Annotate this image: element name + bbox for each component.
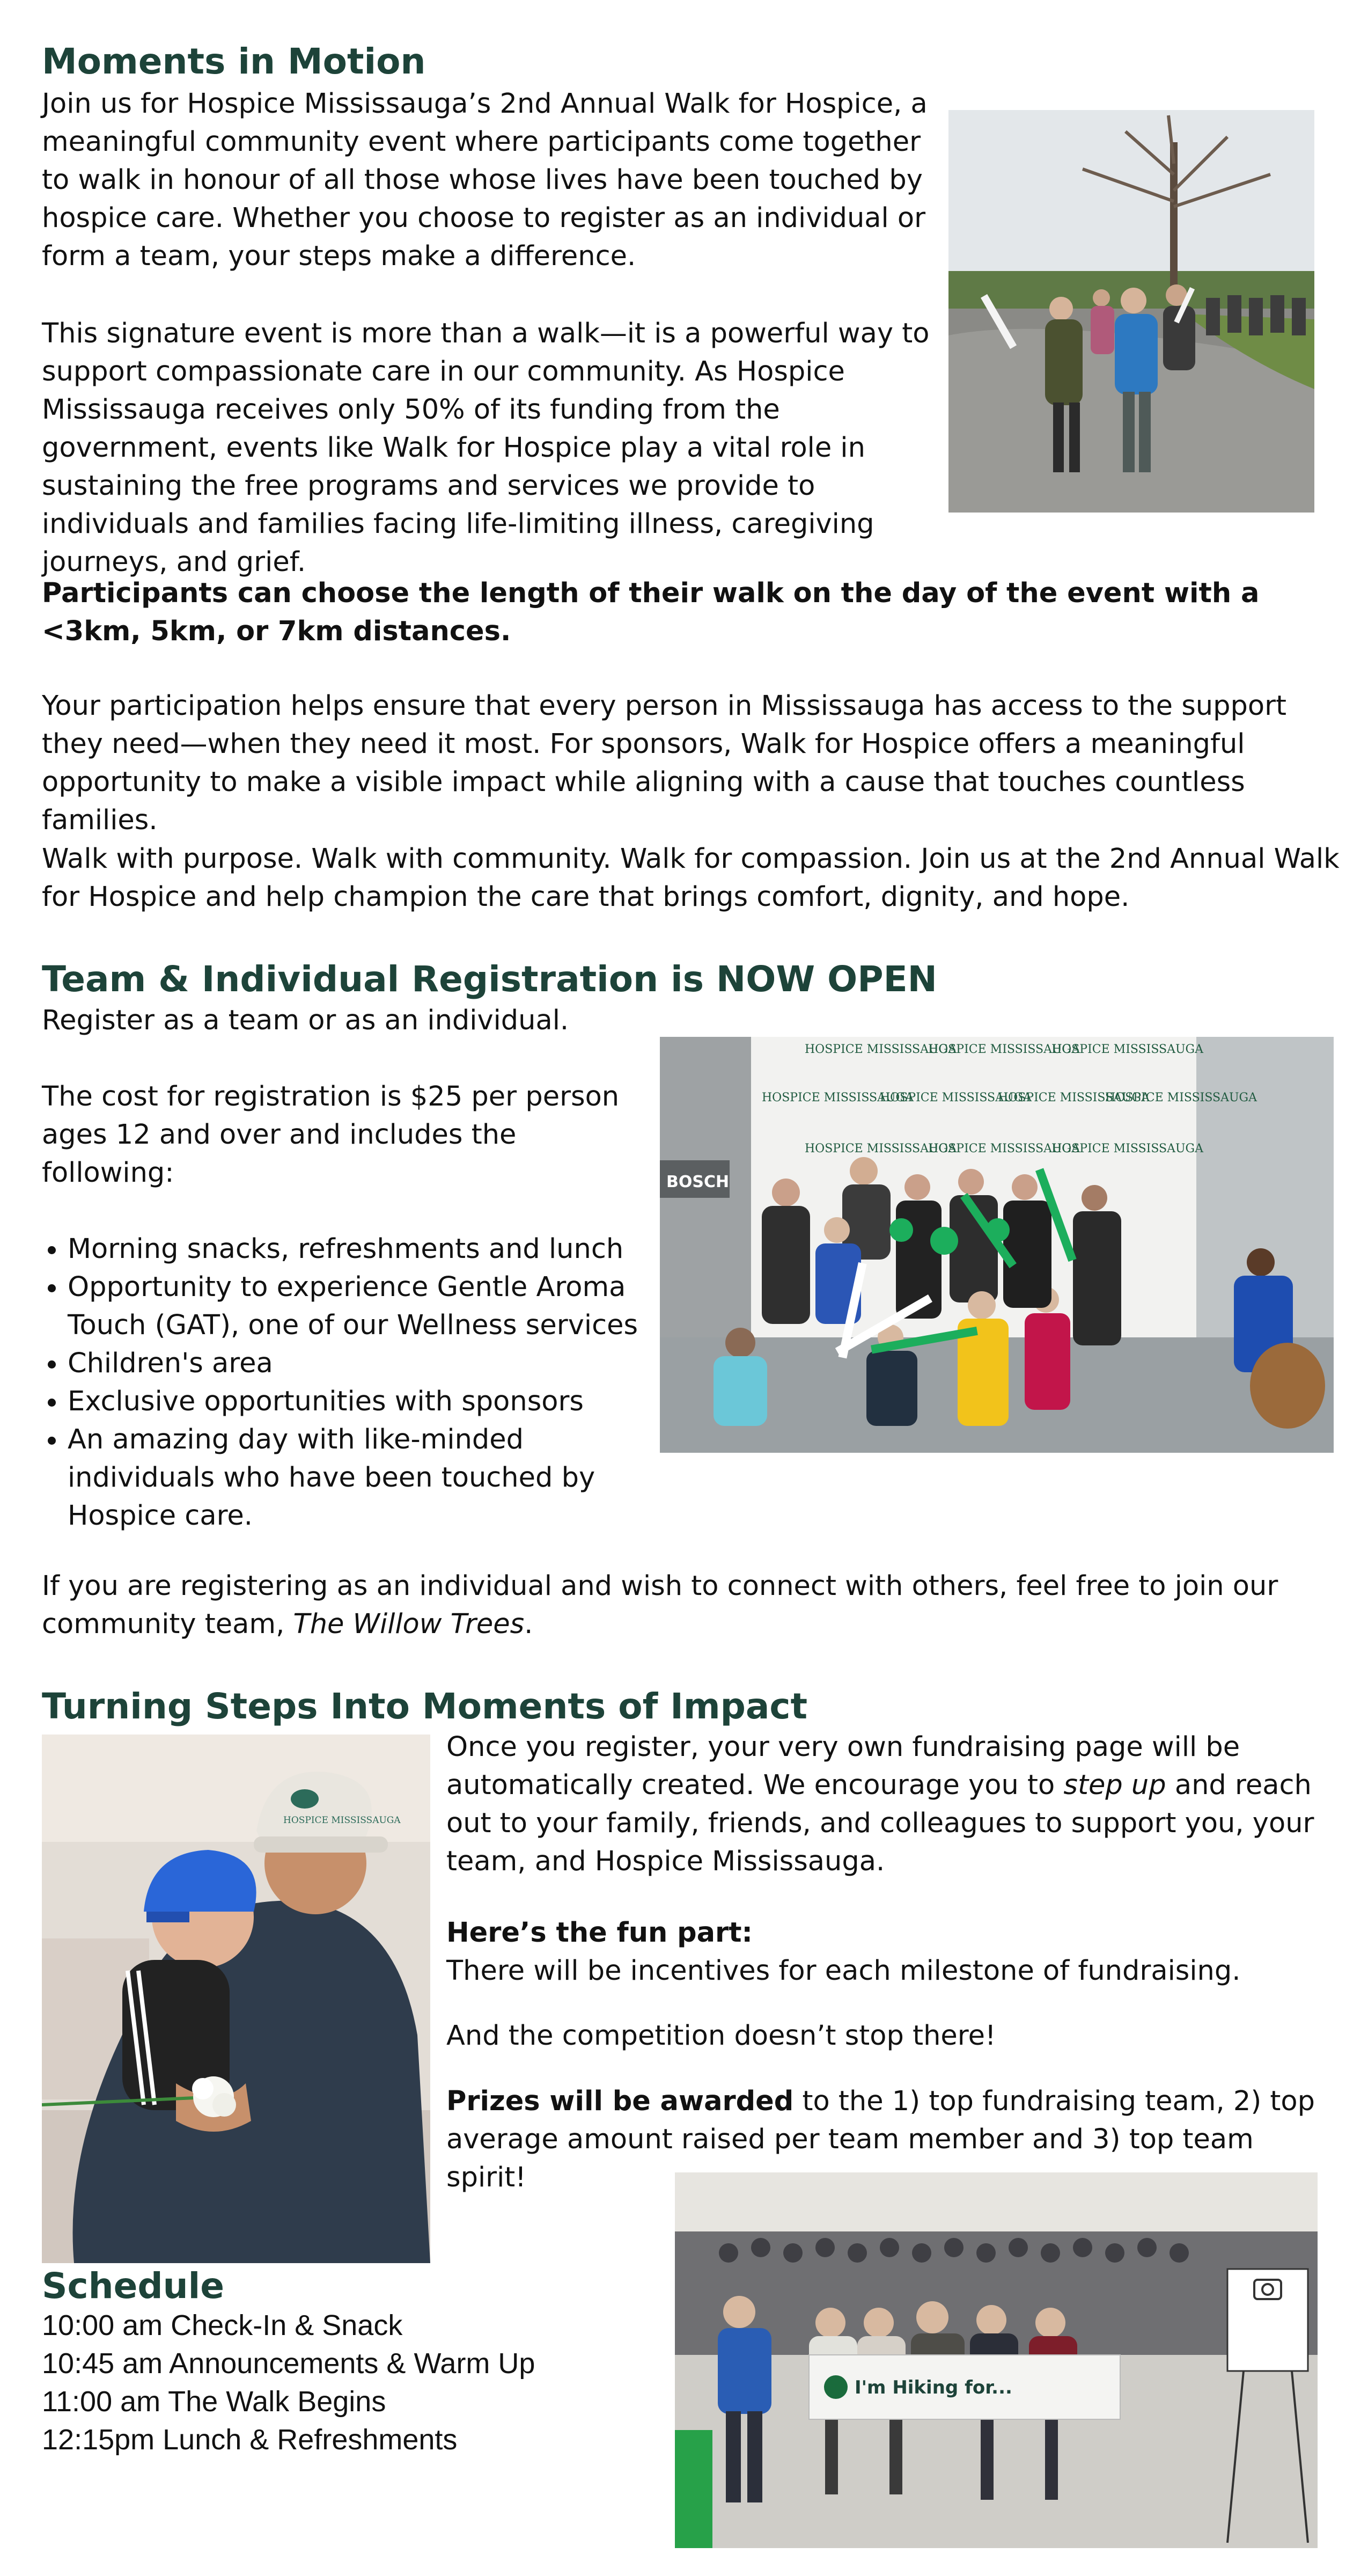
svg-text:HOSPICE MISSISSAUGA: HOSPICE MISSISSAUGA (805, 1142, 957, 1155)
list-item: • Opportunity to experience Gentle Aroma Touch (GAT), one of our Wellness services (68, 1268, 658, 1344)
list-item: • Exclusive opportunities with sponsors (68, 1382, 658, 1421)
fundraising-page-paragraph: Once you register, your very own fundraising page will be automatically created. We encourage you to step up and reach out to your family, friends, and colleagues to support you, your team, and Hospice Mississauga. (446, 1731, 1314, 1877)
backdrop-logo-text: HOSPICE MISSISSAUGA (805, 1043, 957, 1056)
svg-text:HOSPICE MISSISSAUGA: HOSPICE MISSISSAUGA (1051, 1043, 1203, 1056)
father-child-photo (42, 1735, 430, 2263)
svg-text:HOSPICE MISSISSAUGA: HOSPICE MISSISSAUGA (928, 1142, 1080, 1155)
section-heading-registration: Team & Individual Registration is NOW OPEN (42, 958, 937, 1000)
hiking-group-photo (675, 2172, 1318, 2548)
cap-logo-text: HOSPICE MISSISSAUGA (283, 1815, 401, 1826)
schedule-item: 10:45 am Announcements & Warm Up (42, 2347, 535, 2380)
community-team-name: The Willow Trees (293, 1608, 525, 1640)
intro-paragraph: Join us for Hospice Mississauga’s 2nd Annual Walk for Hospice, a meaningful community event where participants come together to walk in honour of all those whose lives have been touched by hospice care. Whether you choose to register as an individual or form a team, your steps make a difference. (42, 88, 928, 272)
schedule-list (42, 2307, 659, 2459)
participation-paragraph: Your participation helps ensure that every person in Mississauga has access to the support they need—when they need it most. For sponsors, Walk for Hospice offers a meaningful opportunity to make a visible impact while aligning with a cause that touches countless families. (42, 690, 1287, 836)
section-heading-schedule: Schedule (42, 2265, 225, 2307)
section-heading-impact: Turning Steps Into Moments of Impact (42, 1686, 808, 1727)
schedule-item: 11:00 am The Walk Begins (42, 2385, 386, 2418)
prizes-paragraph: Prizes will be awarded to the 1) top fundraising team, 2) top average amount raised per team member and 3) top team spirit! (446, 2085, 1315, 2193)
competition-text: And the competition doesn’t stop there! (446, 2020, 996, 2052)
sponsor-sign-text: BOSCH (666, 1173, 730, 1191)
walkers-photo (948, 110, 1314, 513)
list-item: • Morning snacks, refreshments and lunch (68, 1230, 658, 1268)
schedule-item: 10:00 am Check-In & Snack (42, 2309, 403, 2341)
section-heading-moments: Moments in Motion (42, 41, 426, 82)
schedule-item: 12:15pm Lunch & Refreshments (42, 2424, 458, 2456)
registration-benefits-list (42, 1230, 658, 1535)
svg-text:HOSPICE MISSISSAUGA: HOSPICE MISSISSAUGA (762, 1091, 914, 1104)
registration-group-photo (660, 1037, 1334, 1453)
walk-with-purpose-paragraph: Walk with purpose. Walk with community. Walk for compassion. Join us at the 2nd Annual Walk for Hospice and help champion the care that brings comfort, dignity, and hope. (42, 843, 1340, 913)
svg-text:HOSPICE MISSISSAUGA: HOSPICE MISSISSAUGA (1051, 1142, 1203, 1155)
svg-text:HOSPICE MISSISSAUGA: HOSPICE MISSISSAUGA (998, 1091, 1150, 1104)
list-item: • An amazing day with like-minded individuals who have been touched by Hospice care. (68, 1421, 658, 1535)
fun-part-heading: Here’s the fun part: (446, 1917, 753, 1949)
signature-event-paragraph: This signature event is more than a walk—it is a powerful way to support compassionate care in our community. As Hospice Mississauga receives only 50% of its funding from the government, events like Walk for Hospice play a vital role in sustaining the free programs and services we provide to individuals and families facing life-limiting illness, caregiving journeys, and grief. (42, 318, 930, 578)
registration-intro: Register as a team or as an individual. (42, 1005, 569, 1036)
svg-text:HOSPICE MISSISSAUGA: HOSPICE MISSISSAUGA (928, 1043, 1080, 1056)
banner-text: I'm Hiking for... (855, 2377, 1012, 2398)
svg-text:HOSPICE MISSISSAUGA: HOSPICE MISSISSAUGA (1105, 1091, 1257, 1104)
list-item: • Children's area (68, 1344, 658, 1382)
incentives-text: There will be incentives for each milestone of fundraising. (446, 1955, 1241, 1987)
walk-distance-notice: Participants can choose the length of their walk on the day of the event with a <3km, 5km, or 7km distances. (42, 577, 1260, 647)
community-team-paragraph: If you are registering as an individual and wish to connect with others, feel free to join our community team, The Willow Trees. (42, 1570, 1278, 1640)
svg-text:HOSPICE MISSISSAUGA: HOSPICE MISSISSAUGA (880, 1091, 1032, 1104)
registration-cost: The cost for registration is $25 per person ages 12 and over and includes the following: (42, 1081, 620, 1189)
